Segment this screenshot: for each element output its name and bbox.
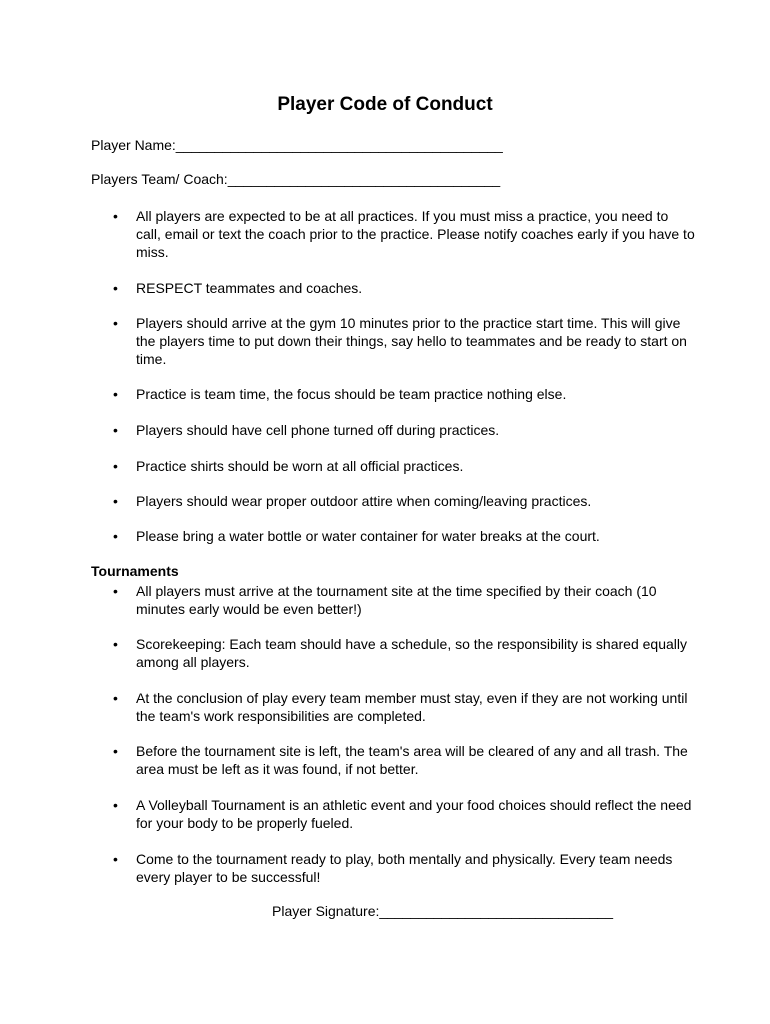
bullet-marker: •	[113, 458, 118, 474]
bullet-marker: •	[113, 315, 118, 331]
tournament-rule-text: All players must arrive at the tournament site at the time specified by their coach (10 minutes early would be even better!)	[136, 583, 657, 617]
bullet-marker: •	[113, 583, 118, 599]
bullet-marker: •	[113, 386, 118, 402]
tournament-rule-text: Scorekeeping: Each team should have a schedule, so the responsibility is shared equally among all players.	[136, 636, 687, 670]
practice-rule-text: Please bring a water bottle or water container for water breaks at the court.	[136, 528, 600, 544]
practice-rule-text: Practice is team time, the focus should be team practice nothing else.	[136, 386, 567, 402]
practice-rule-text: Practice shirts should be worn at all official practices.	[136, 458, 464, 474]
tournament-rule-text: Before the tournament site is left, the team's area will be cleared of any and all trash. The area must be left as it was found, if not better.	[136, 743, 688, 777]
practice-rule-text: All players are expected to be at all practices. If you must miss a practice, you need to call, email or text the coach prior to the practice. Please notify coaches early if you have to miss.	[136, 208, 695, 260]
practice-rule-text: Players should arrive at the gym 10 minutes prior to the practice start time. This will give the players time to put down their things, say hello to teammates and be ready to start on time.	[136, 315, 687, 367]
bullet-marker: •	[113, 208, 118, 224]
practice-rule-text: Players should have cell phone turned off during practices.	[136, 422, 500, 438]
bullet-marker: •	[113, 690, 118, 706]
player-signature-field: Player Signature:______________________________	[272, 903, 613, 919]
bullet-marker: •	[113, 743, 118, 759]
bullet-marker: •	[113, 636, 118, 652]
bullet-marker: •	[113, 493, 118, 509]
tournament-rule-text: At the conclusion of play every team member must stay, even if they are not working until the team's work responsibilities are completed.	[136, 690, 688, 724]
bullet-marker: •	[113, 528, 118, 544]
team-coach-field: Players Team/ Coach:___________________________________	[91, 171, 501, 187]
tournaments-heading: Tournaments	[91, 563, 179, 579]
tournament-rule-text: A Volleyball Tournament is an athletic event and your food choices should reflect the need for your body to be properly fueled.	[136, 797, 692, 831]
bullet-marker: •	[113, 280, 118, 296]
player-name-field: Player Name:__________________________________________	[91, 137, 503, 153]
bullet-marker: •	[113, 422, 118, 438]
tournament-rule-text: Come to the tournament ready to play, both mentally and physically. Every team needs every player to be successful!	[136, 851, 673, 885]
bullet-marker: •	[113, 797, 118, 813]
bullet-marker: •	[113, 851, 118, 867]
practice-rule-text: Players should wear proper outdoor attire when coming/leaving practices.	[136, 493, 592, 509]
page-title: Player Code of Conduct	[277, 94, 493, 115]
practice-rule-text: RESPECT teammates and coaches.	[136, 280, 363, 296]
